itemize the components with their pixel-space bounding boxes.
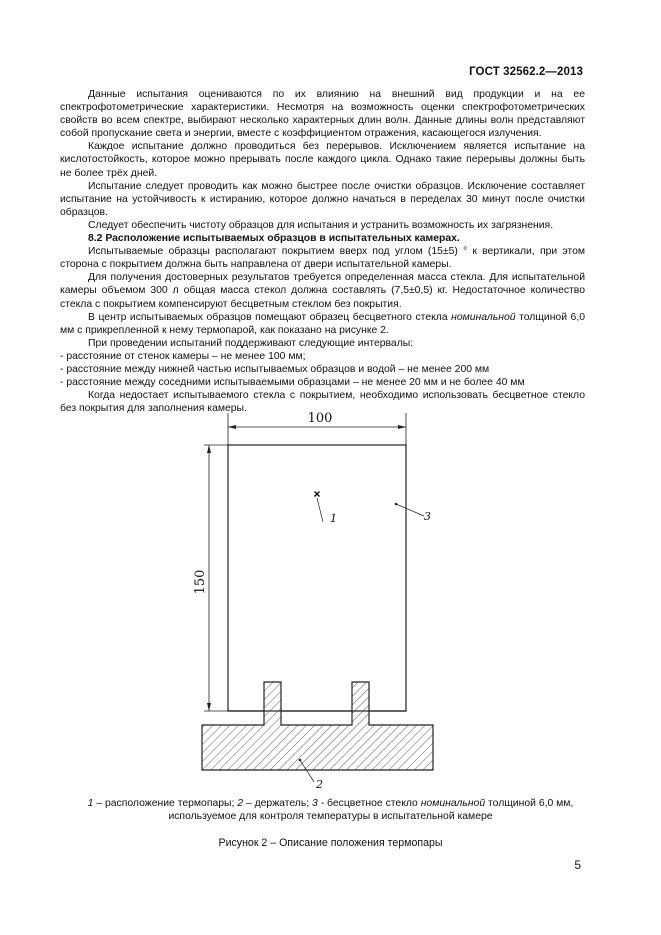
- figure-title: Рисунок 2 – Описание положения термопары: [218, 837, 443, 849]
- caption-text: - бесцветное стекло: [317, 798, 421, 809]
- list-item: - расстояние между нижней частью испытываемых образцов и водой – не менее 200 мм: [60, 363, 490, 375]
- label-2: 2: [316, 778, 323, 790]
- thermocouple-mark: [315, 492, 338, 526]
- dim-width-label: 100: [307, 411, 333, 426]
- paragraph: Следует обеспечить чистоту образцов для испытания и устранить возможность их загрязнения.: [88, 219, 554, 231]
- page-number: 5: [574, 858, 581, 872]
- list-item: - расстояние между соседними испытываемыми образцами – не менее 20 мм и не более 40 мм: [60, 377, 525, 389]
- caption-line-2: используемое для контроля температуры в испытательной камере: [168, 811, 493, 822]
- caption-number: 2: [237, 798, 244, 809]
- holder: [202, 682, 433, 770]
- caption-italic: номинальной: [420, 798, 486, 809]
- paragraph: Данные испытания оцениваются по их влиянию на внешний вид продукции и на ее спектрофотометрические характеристики. Несмотря на возможность оценки спектрофотометрических свойств во всем спектре, выбирают несколько характерных длин волн. Данные длины волн представляют собой пропускание света и энергии, вместе с коэффициентом отражения, касающегося излучения.: [60, 89, 585, 140]
- thermocouple-diagram: [180, 410, 450, 790]
- text-span: толщиной 6,0 мм с прикрепленной к нему термопарой, как показано на рисунке 2.: [60, 311, 585, 336]
- caption-number: 1: [87, 798, 94, 809]
- text-span: В центр испытываемых образцов помещают образец бесцветного стекла: [88, 311, 452, 323]
- caption-text: – расположение термопары;: [93, 798, 238, 809]
- paragraph: Испытываемые образцы располагают покрытием вверх под углом (15±5) ° к вертикали, при этом сторона с покрытием должна быть направлена от двери испытательной камеры.: [60, 246, 585, 271]
- caption-number: 3: [312, 798, 318, 809]
- paragraph: Когда недостает испытываемого стекла с покрытием, необходимо использовать бесцветное стекло без покрытия для заполнения камеры.: [60, 390, 585, 415]
- paragraph: Испытание следует проводить как можно быстрее после очистки образцов. Исключение составляет испытание на устойчивость к истиранию, которое должно начаться в переделах 30 минут после очистки образцов.: [60, 180, 585, 218]
- document-header: ГОСТ 32562.2—2013: [469, 66, 583, 78]
- list-item: - расстояние от стенок камеры – не менее 100 мм;: [60, 350, 306, 362]
- paragraph: Для получения достоверных результатов требуется определенная масса стекла. Для испытательной камеры объемом 300 л общая масса стекол должна составлять (7,5±0,5) кг. Недостаточное количество стекла с покрытием компенсируют бесцветным стеклом без покрытия.: [60, 272, 585, 310]
- paragraph: Каждое испытание должно проводиться без перерывов. Исключением является испытание на кислотостойкость, которое можно прерывать после каждого цикла. Однако такие перерывы должны быть не более трёх дней.: [60, 141, 585, 179]
- label-3: 3: [424, 510, 431, 523]
- width-dimension: [228, 411, 406, 445]
- body-text: [60, 88, 585, 415]
- section-heading: 8.2 Расположение испытываемых образцов в испытательных камерах.: [88, 233, 460, 245]
- italic-word: номинальной: [451, 311, 516, 323]
- glass-leader: [395, 503, 431, 523]
- paragraph: При проведении испытаний поддерживают следующие интервалы:: [88, 337, 414, 349]
- caption-line-1: [40, 797, 621, 810]
- figure-caption: [40, 797, 621, 823]
- paragraph: [60, 311, 585, 337]
- dim-height-label: 150: [193, 569, 208, 595]
- glass-sample: [228, 445, 406, 711]
- caption-text: толщиной 6,0 мм,: [485, 798, 574, 809]
- height-dimension: [193, 445, 228, 711]
- label-1: 1: [330, 512, 337, 525]
- caption-text: – держатель;: [243, 798, 313, 809]
